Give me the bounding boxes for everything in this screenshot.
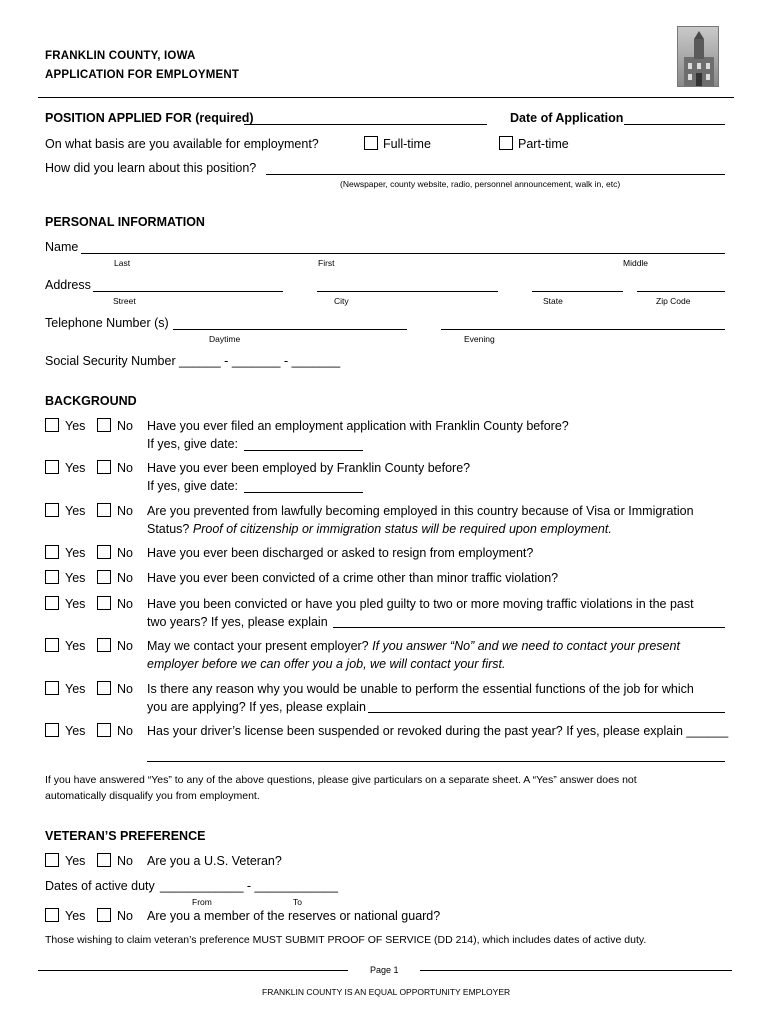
- date-field[interactable]: [624, 124, 725, 125]
- q6-explain-label: two years? If yes, please explain: [147, 615, 328, 629]
- veteran-no-checkbox[interactable]: [97, 853, 111, 867]
- yes-label: Yes: [65, 854, 86, 868]
- background-note-continued: automatically disqualify you from employment.: [45, 790, 260, 802]
- q6-yes-checkbox[interactable]: [45, 596, 59, 610]
- no-label: No: [117, 909, 133, 923]
- active-duty-label: Dates of active duty: [45, 879, 155, 893]
- veteran-yes-checkbox[interactable]: [45, 853, 59, 867]
- basis-question: On what basis are you available for employment?: [45, 137, 319, 151]
- no-label: No: [117, 682, 133, 696]
- q1-date-label: If yes, give date:: [147, 437, 239, 451]
- q4-yes-checkbox[interactable]: [45, 545, 59, 559]
- learn-question: How did you learn about this position?: [45, 161, 257, 175]
- q9-text: Has your driver’s license been suspended or revoked during the past year? If yes, please explain ______: [147, 724, 729, 738]
- q3-status-label: Status?: [147, 522, 193, 536]
- yes-label: Yes: [65, 546, 86, 560]
- middle-caption: Middle: [623, 258, 649, 268]
- q2-date-field[interactable]: [244, 492, 363, 493]
- yes-label: Yes: [65, 682, 86, 696]
- q6-explain-field[interactable]: [333, 627, 725, 628]
- q3-proof-note: Proof of citizenship or immigration status will be required upon employment.: [192, 522, 612, 536]
- street-caption: Street: [113, 296, 136, 306]
- q3-text: Are you prevented from lawfully becoming employed in this country because of Visa or Immigration: [147, 504, 694, 518]
- date-label: Date of Application: [510, 111, 624, 125]
- q1-no-checkbox[interactable]: [97, 418, 111, 432]
- from-caption: From: [192, 897, 212, 907]
- county-name: FRANKLIN COUNTY, IOWA: [45, 50, 196, 62]
- footer-rule-right: [420, 970, 732, 971]
- state-caption: State: [543, 296, 563, 306]
- yes-label: Yes: [65, 639, 86, 653]
- q2-no-checkbox[interactable]: [97, 460, 111, 474]
- q8-no-checkbox[interactable]: [97, 681, 111, 695]
- evening-phone-field[interactable]: [441, 329, 725, 330]
- yes-label: Yes: [65, 724, 86, 738]
- q7-text: [147, 639, 680, 653]
- parttime-label: Part-time: [518, 137, 569, 151]
- yes-label: Yes: [65, 571, 86, 585]
- q2-date-label: If yes, give date:: [147, 479, 239, 493]
- no-label: No: [117, 639, 133, 653]
- q8-explain-field[interactable]: [368, 712, 725, 713]
- no-label: No: [117, 854, 133, 868]
- city-caption: City: [334, 296, 349, 306]
- q3-yes-checkbox[interactable]: [45, 503, 59, 517]
- q3-no-checkbox[interactable]: [97, 503, 111, 517]
- q1-date-field[interactable]: [244, 450, 363, 451]
- q6-text: Have you been convicted or have you pled guilty to two or more moving traffic violations in the past: [147, 597, 694, 611]
- zip-caption: Zip Code: [656, 296, 691, 306]
- no-label: No: [117, 597, 133, 611]
- to-caption: To: [293, 897, 302, 907]
- q2-text: Have you ever been employed by Franklin County before?: [147, 461, 471, 475]
- q4-no-checkbox[interactable]: [97, 545, 111, 559]
- q8-text: Is there any reason why you would be unable to perform the essential functions of the job for which: [147, 682, 694, 696]
- q2-yes-checkbox[interactable]: [45, 460, 59, 474]
- position-label: POSITION APPLIED FOR (required): [45, 111, 254, 125]
- name-field[interactable]: [81, 253, 725, 254]
- no-label: No: [117, 546, 133, 560]
- daytime-caption: Daytime: [209, 334, 241, 344]
- address-label: Address: [45, 278, 91, 292]
- no-label: No: [117, 571, 133, 585]
- footer-rule-left: [38, 970, 348, 971]
- street-field[interactable]: [93, 291, 283, 292]
- q6-no-checkbox[interactable]: [97, 596, 111, 610]
- q3-status: [147, 522, 612, 536]
- position-field[interactable]: [244, 124, 487, 125]
- fulltime-checkbox[interactable]: [364, 136, 378, 150]
- last-caption: Last: [114, 258, 131, 268]
- no-label: No: [117, 419, 133, 433]
- no-label: No: [117, 724, 133, 738]
- q4-text: Have you ever been discharged or asked to resign from employment?: [147, 546, 534, 560]
- q7-note: If you answer “No” and we need to contact your present: [372, 639, 680, 653]
- yes-label: Yes: [65, 461, 86, 475]
- q7-note-continued: employer before we can offer you a job, we will contact your first.: [147, 657, 506, 671]
- city-field[interactable]: [317, 291, 498, 292]
- q5-yes-checkbox[interactable]: [45, 570, 59, 584]
- veteran-question: Are you a U.S. Veteran?: [147, 854, 282, 868]
- learn-field[interactable]: [266, 174, 725, 175]
- fulltime-label: Full-time: [383, 137, 431, 151]
- q8-explain-label: you are applying? If yes, please explain: [147, 700, 366, 714]
- yes-label: Yes: [65, 909, 86, 923]
- daytime-phone-field[interactable]: [173, 329, 407, 330]
- veteran-heading: VETERAN’S PREFERENCE: [45, 829, 206, 843]
- no-label: No: [117, 504, 133, 518]
- q9-yes-checkbox[interactable]: [45, 723, 59, 737]
- q7-no-checkbox[interactable]: [97, 638, 111, 652]
- background-heading: BACKGROUND: [45, 394, 137, 408]
- yes-label: Yes: [65, 504, 86, 518]
- reserves-yes-checkbox[interactable]: [45, 908, 59, 922]
- q1-text: Have you ever filed an employment application with Franklin County before?: [147, 419, 569, 433]
- reserves-no-checkbox[interactable]: [97, 908, 111, 922]
- veteran-proof-note: Those wishing to claim veteran’s preference MUST SUBMIT PROOF OF SERVICE (DD 214), which includes dates of active duty.: [45, 934, 647, 946]
- q5-no-checkbox[interactable]: [97, 570, 111, 584]
- reserves-question: Are you a member of the reserves or national guard?: [147, 909, 441, 923]
- phone-label: Telephone Number (s): [45, 316, 169, 330]
- zip-field[interactable]: [637, 291, 725, 292]
- ssn-label: Social Security Number: [45, 354, 176, 368]
- q9-explain-field[interactable]: [147, 761, 725, 762]
- page-number: Page 1: [370, 965, 399, 975]
- no-label: No: [117, 461, 133, 475]
- state-field[interactable]: [532, 291, 623, 292]
- yes-label: Yes: [65, 419, 86, 433]
- eoe-statement: FRANKLIN COUNTY IS AN EQUAL OPPORTUNITY EMPLOYER: [262, 987, 511, 997]
- personal-heading: PERSONAL INFORMATION: [45, 215, 205, 229]
- evening-caption: Evening: [464, 334, 495, 344]
- parttime-checkbox[interactable]: [499, 136, 513, 150]
- name-label: Name: [45, 240, 79, 254]
- header-rule: [38, 97, 734, 98]
- form-title: APPLICATION FOR EMPLOYMENT: [45, 69, 240, 81]
- q1-yes-checkbox[interactable]: [45, 418, 59, 432]
- background-note: If you have answered “Yes” to any of the above questions, please give particulars on a separate sheet. A “Yes” answer does not: [45, 774, 637, 786]
- q5-text: Have you ever been convicted of a crime other than minor traffic violation?: [147, 571, 559, 585]
- q9-no-checkbox[interactable]: [97, 723, 111, 737]
- first-caption: First: [318, 258, 335, 268]
- q8-yes-checkbox[interactable]: [45, 681, 59, 695]
- ssn-field[interactable]: ______ - _______ - _______: [179, 354, 341, 368]
- courthouse-photo: [677, 26, 719, 87]
- q7-yes-checkbox[interactable]: [45, 638, 59, 652]
- yes-label: Yes: [65, 597, 86, 611]
- learn-hint: (Newspaper, county website, radio, personnel announcement, walk in, etc): [340, 179, 621, 189]
- q7-question: May we contact your present employer?: [147, 639, 373, 653]
- active-duty-field[interactable]: ____________ - ____________: [160, 879, 338, 893]
